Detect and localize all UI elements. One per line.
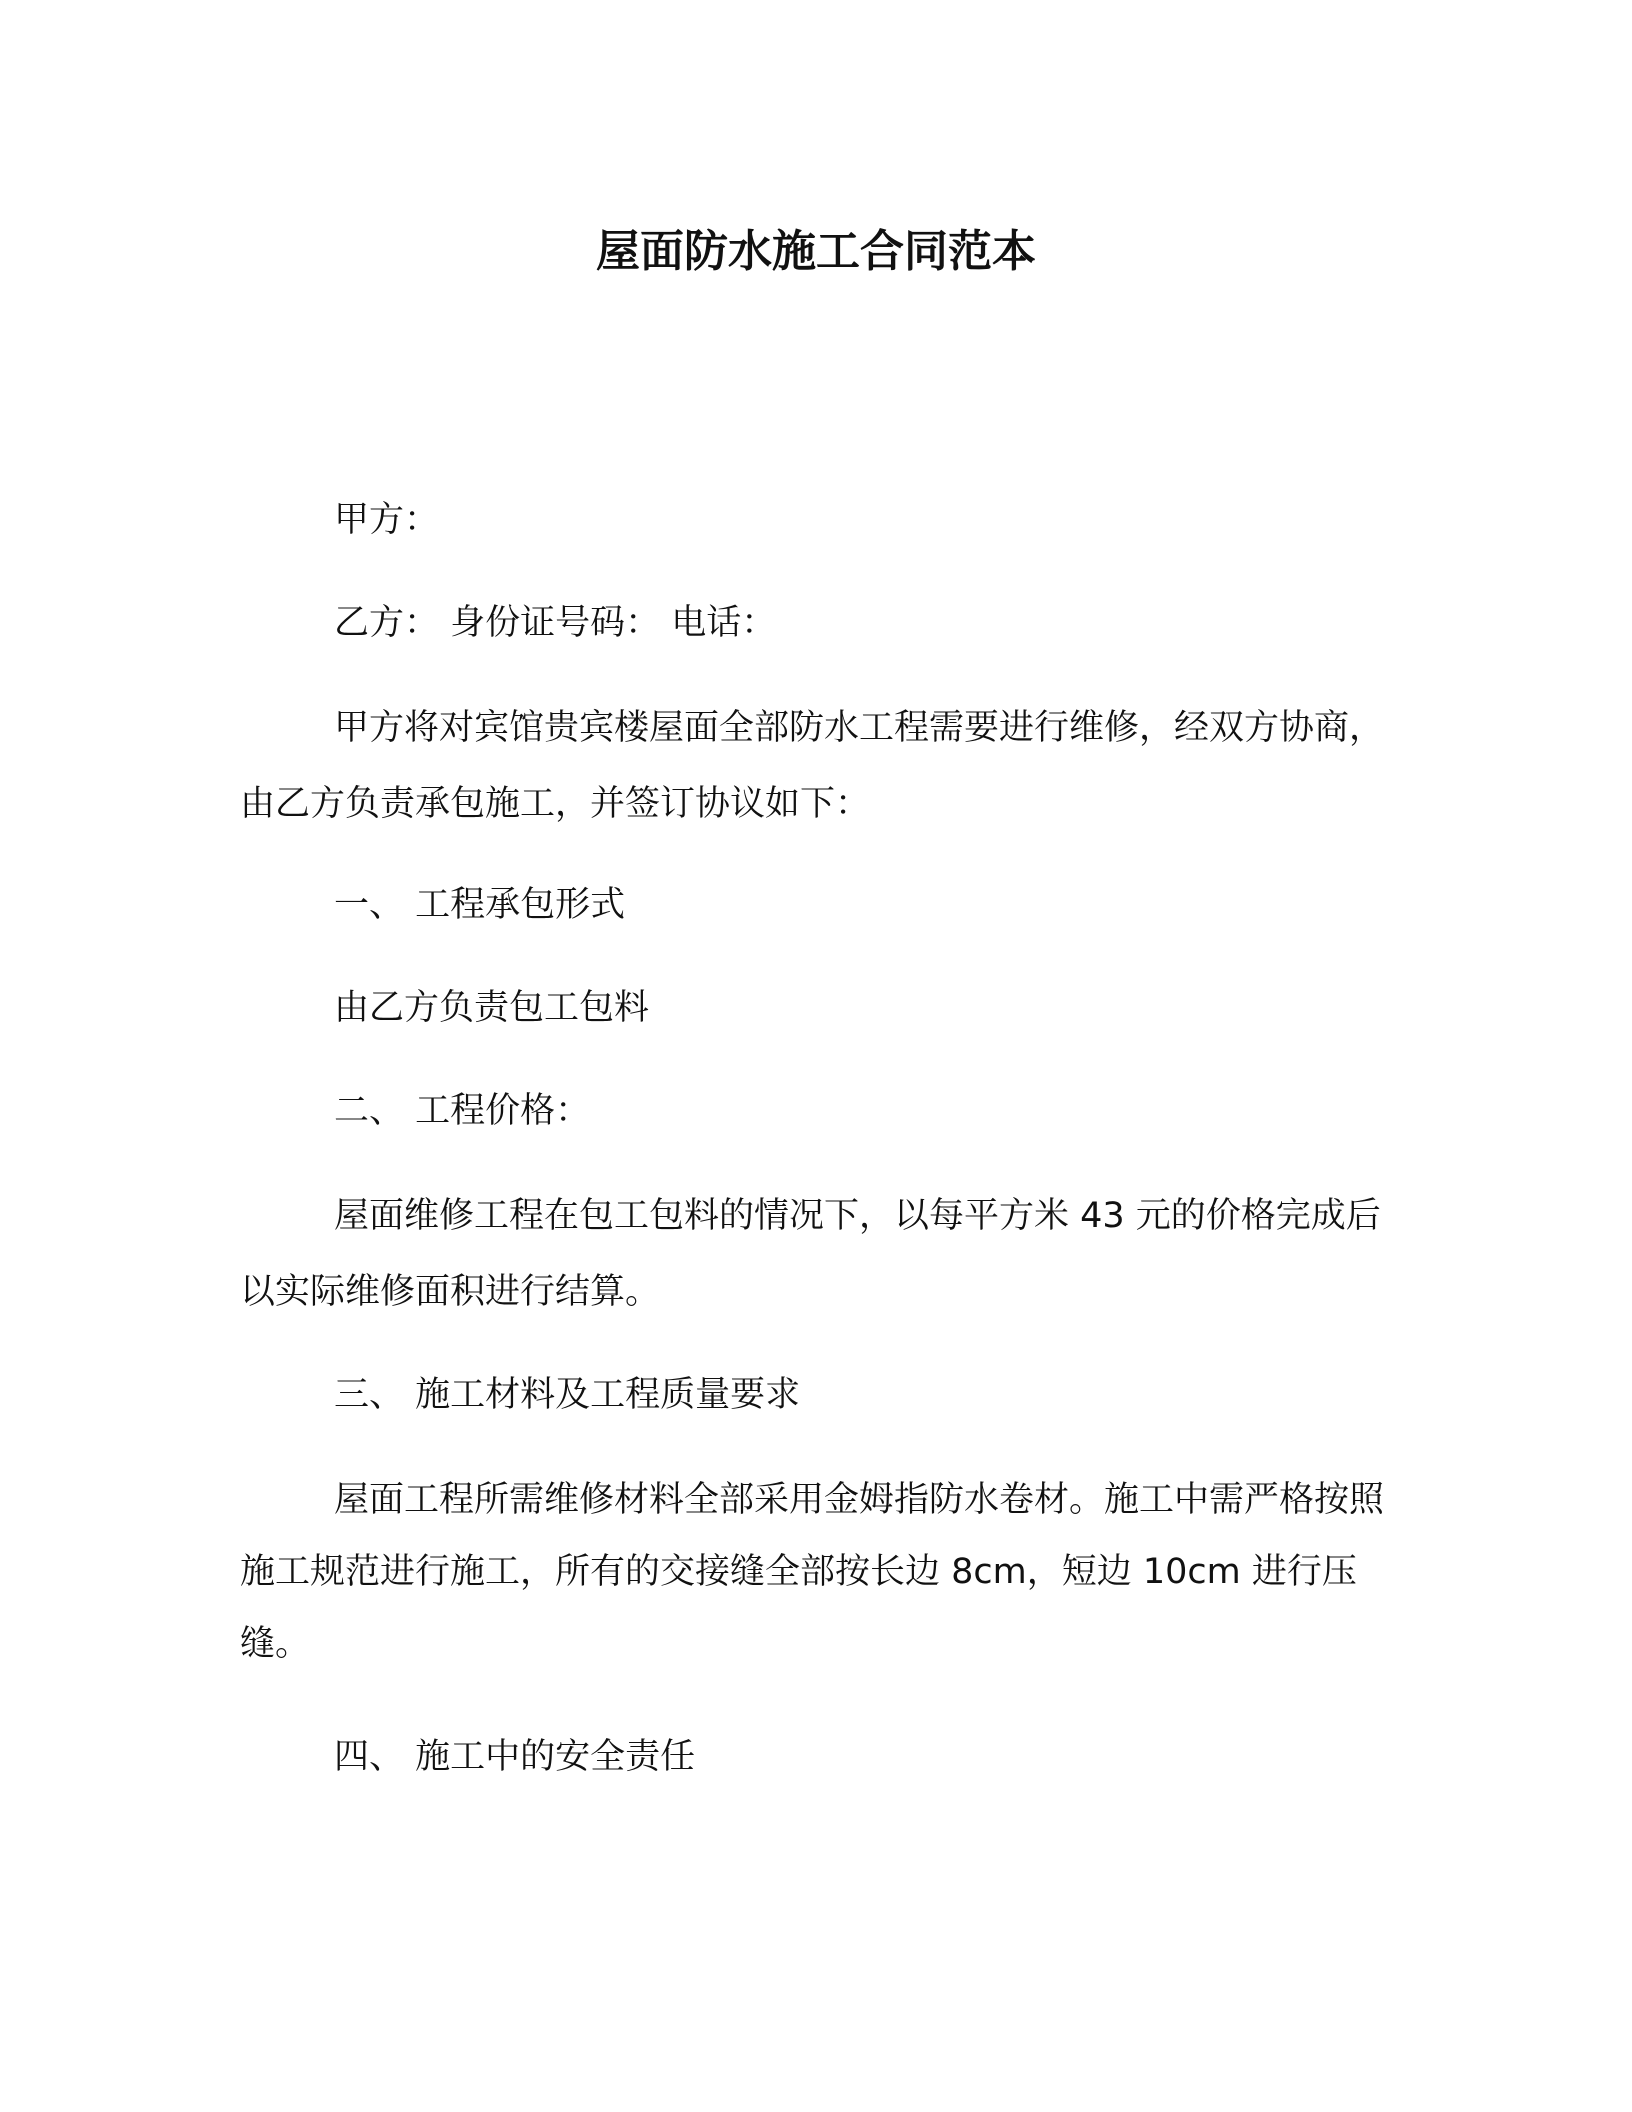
section-4-heading: 四、 施工中的安全责任 — [334, 1737, 696, 1777]
section-1-body: 由乙方负责包工包料 — [334, 988, 650, 1028]
party-a-label: 甲方： — [334, 500, 440, 540]
section-1-heading: 一、 工程承包形式 — [334, 885, 626, 925]
section-3-heading: 三、 施工材料及工程质量要求 — [334, 1375, 801, 1415]
intro-paragraph: 甲方将对宾馆贵宾楼屋面全部防水工程需要进行维修，经双方协商，由乙方负责承包施工，并签订协议如下： — [240, 708, 1385, 824]
document-title: 屋面防水施工合同范本 — [596, 226, 1036, 277]
section-2-heading: 二、 工程价格： — [334, 1091, 591, 1131]
party-b-line: 乙方： 身份证号码： 电话： — [334, 603, 777, 643]
section-2-body: 屋面维修工程在包工包料的情况下，以每平方米 43 元的价格完成后以实际维修面积进行结算。 — [240, 1196, 1381, 1312]
section-3-body: 屋面工程所需维修材料全部采用金姆指防水卷材。施工中需严格按照施工规范进行施工，所有的交接缝全部按长边 8cm，短边 10cm 进行压缝。 — [240, 1480, 1385, 1664]
